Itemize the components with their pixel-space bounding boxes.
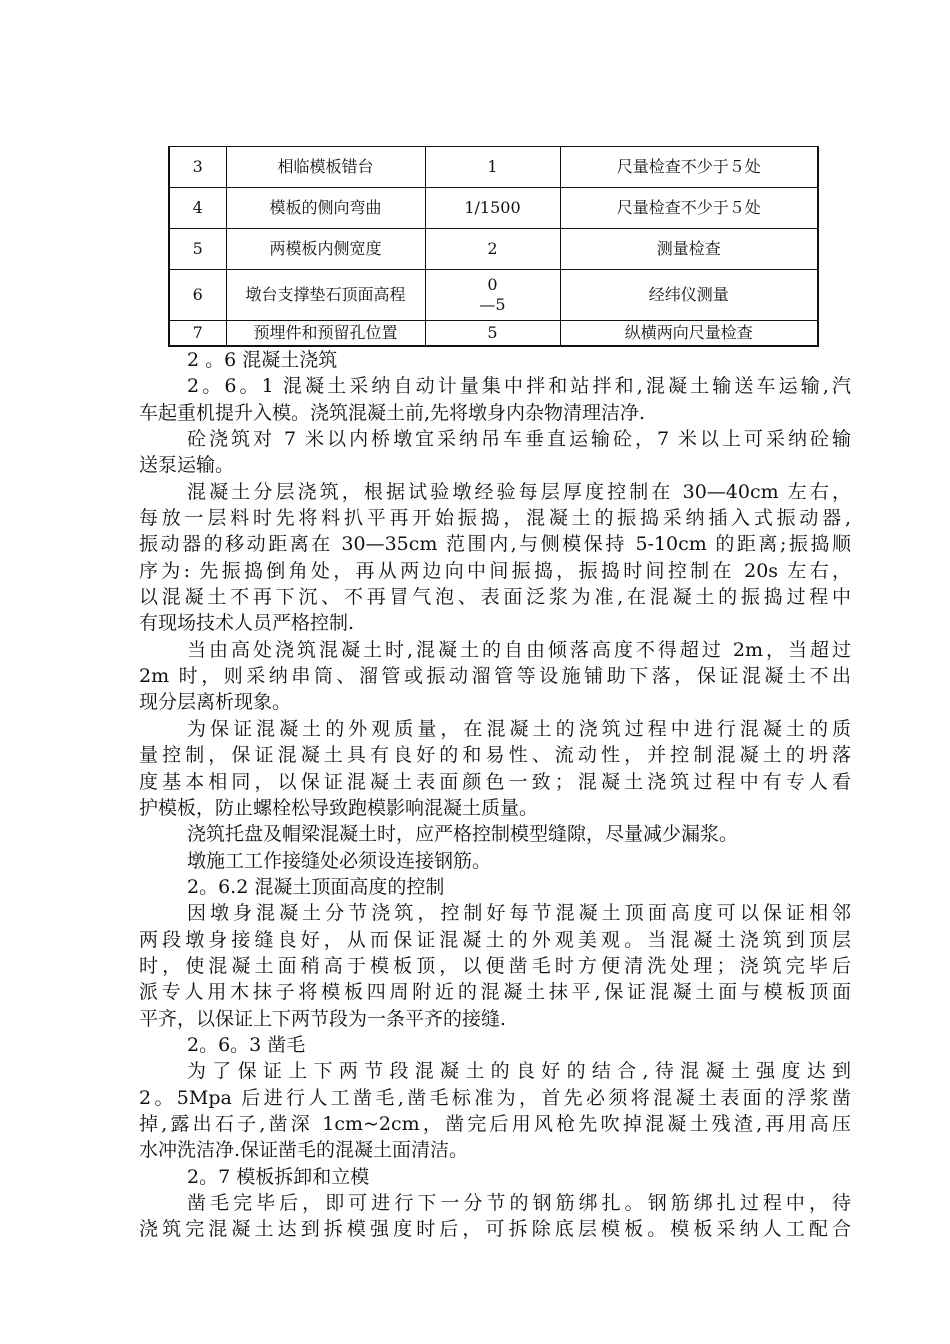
text-line: 派专人用木抹子将模板四周附近的混凝土抹平,保证混凝土面与模板顶面 — [139, 981, 851, 1004]
text-line: 砼浇筑对 7 米以内桥墩宜采纳吊车垂直运输砼，7 米以上可采纳砼输 — [187, 428, 851, 451]
check-item: 相临模板错台 — [226, 147, 425, 188]
check-item: 模板的侧向弯曲 — [226, 188, 425, 229]
table-row — [169, 188, 818, 229]
table-row — [169, 321, 818, 347]
row-number: 5 — [169, 229, 226, 270]
row-number: 6 — [169, 270, 226, 321]
text-line: 2。6.2 混凝土顶面高度的控制 — [187, 875, 445, 898]
text-line: 序为: 先振捣倒角处，再从两边向中间振捣，振捣时间控制在 20s 左右， — [139, 559, 851, 582]
text-line: 每放一层料时先将料扒平再开始振捣，混凝土的振捣采纳插入式振动器, — [139, 507, 851, 530]
body-text — [139, 347, 851, 1243]
tolerance-value: 1/1500 — [425, 188, 560, 229]
text-line: 混凝土分层浇筑，根据试验墩经验每层厚度控制在 30—40cm 左右， — [187, 480, 851, 503]
text-line: 以混凝土不再下沉、不再冒气泡、表面泛浆为准,在混凝土的振捣过程中 — [139, 586, 851, 609]
text-line: 为了保证上下两节段混凝土的良好的结合,待混凝土强度达到 — [187, 1060, 851, 1083]
text-line: 凿毛完毕后，即可进行下一分节的钢筋绑扎。钢筋绑扎过程中，待 — [187, 1192, 851, 1214]
text-line: 两段墩身接缝良好，从而保证混凝土的外观美观。当混凝土浇筑到顶层 — [139, 928, 851, 951]
text-line: 浇筑完混凝土达到拆模强度时后，可拆除底层模板。模板采纳人工配合 — [139, 1218, 851, 1241]
text-line: 量控制，保证混凝土具有良好的和易性、流动性，并控制混凝土的坍落 — [139, 744, 851, 767]
check-item: 两模板内侧宽度 — [226, 229, 425, 270]
check-item: 预埋件和预留孔位置 — [226, 321, 425, 347]
check-method: 尺量检查不少于５处 — [560, 188, 818, 229]
text-line: 浇筑托盘及帽梁混凝土时，应严格控制模型缝隙，尽量减少漏浆。 — [187, 823, 739, 846]
row-number: 4 — [169, 188, 226, 229]
row-number: 3 — [169, 147, 226, 188]
text-line: 2。6。3 凿毛 — [187, 1033, 306, 1056]
text-line: 2m 时，则采纳串筒、溜管或振动溜管等设施铺助下落，保证混凝土不出 — [139, 665, 851, 688]
check-method: 经纬仪测量 — [560, 270, 818, 321]
text-line: 时，使混凝土面稍高于模板顶，以便凿毛时方便清洗处理；浇筑完毕后 — [139, 954, 851, 977]
text-line: 有现场技术人员严格控制. — [139, 612, 355, 635]
check-method: 尺量检查不少于５处 — [560, 147, 818, 188]
row-number: 7 — [169, 321, 226, 347]
text-line: 护模板，防止螺栓松导致跑模影响混凝土质量。 — [139, 796, 539, 819]
text-line: 2。5Mpa 后进行人工凿毛,凿毛标准为，首先必须将混凝土表面的浮浆凿 — [139, 1086, 851, 1109]
table-row — [169, 229, 818, 270]
text-line: 2。7 模板拆卸和立模 — [187, 1165, 370, 1188]
tolerance-table — [168, 146, 819, 347]
text-line: 振动器的移动距离在 30—35cm 范围内,与侧模保持 5-10cm 的距离;振捣顺 — [139, 533, 851, 556]
tolerance-value — [425, 270, 560, 321]
tolerance-value: 1 — [425, 147, 560, 188]
text-line: 掉,露出石子,凿深 1cm~2cm，凿完后用风枪先吹掉混凝土残渣,再用高压 — [139, 1112, 851, 1135]
text-line: 车起重机提升入模。浇筑混凝土前,先将墩身内杂物清理洁净. — [139, 401, 646, 424]
tolerance-value: 2 — [425, 229, 560, 270]
text-line: 2。6。1 混凝土采纳自动计量集中拌和站拌和,混凝土输送车运输,汽 — [187, 375, 851, 398]
text-line: 因墩身混凝土分节浇筑，控制好每节混凝土顶面高度可以保证相邻 — [187, 902, 851, 925]
text-line: 送泵运输。 — [139, 454, 235, 477]
text-line: 度基本相同，以保证混凝土表面颜色一致；混凝土浇筑过程中有专人看 — [139, 770, 851, 793]
text-line: 墩施工工作接缝处必须设连接钢筋。 — [187, 849, 492, 872]
tolerance-value: 5 — [425, 321, 560, 347]
check-method: 测量检查 — [560, 229, 818, 270]
text-line: 水冲洗洁净.保证凿毛的混凝土面清洁。 — [139, 1139, 469, 1162]
check-item: 墩台支撑垫石顶面高程 — [226, 270, 425, 321]
text-line: 2 。6 混凝土浇筑 — [187, 349, 338, 371]
table-row — [169, 147, 818, 188]
table-row — [169, 270, 818, 321]
text-line: 平齐，以保证上下两节段为一条平齐的接缝. — [139, 1007, 507, 1030]
text-line: 当由高处浇筑混凝土时,混凝土的自由倾落高度不得超过 2m，当超过 — [187, 638, 851, 661]
text-line: 现分层离析现象。 — [139, 691, 292, 714]
tolerance-upper: 0 — [487, 275, 498, 294]
check-method: 纵横两向尺量检查 — [560, 321, 818, 347]
tolerance-lower: —5 — [479, 295, 506, 314]
text-line: 为保证混凝土的外观质量，在混凝土的浇筑过程中进行混凝土的质 — [187, 717, 851, 740]
